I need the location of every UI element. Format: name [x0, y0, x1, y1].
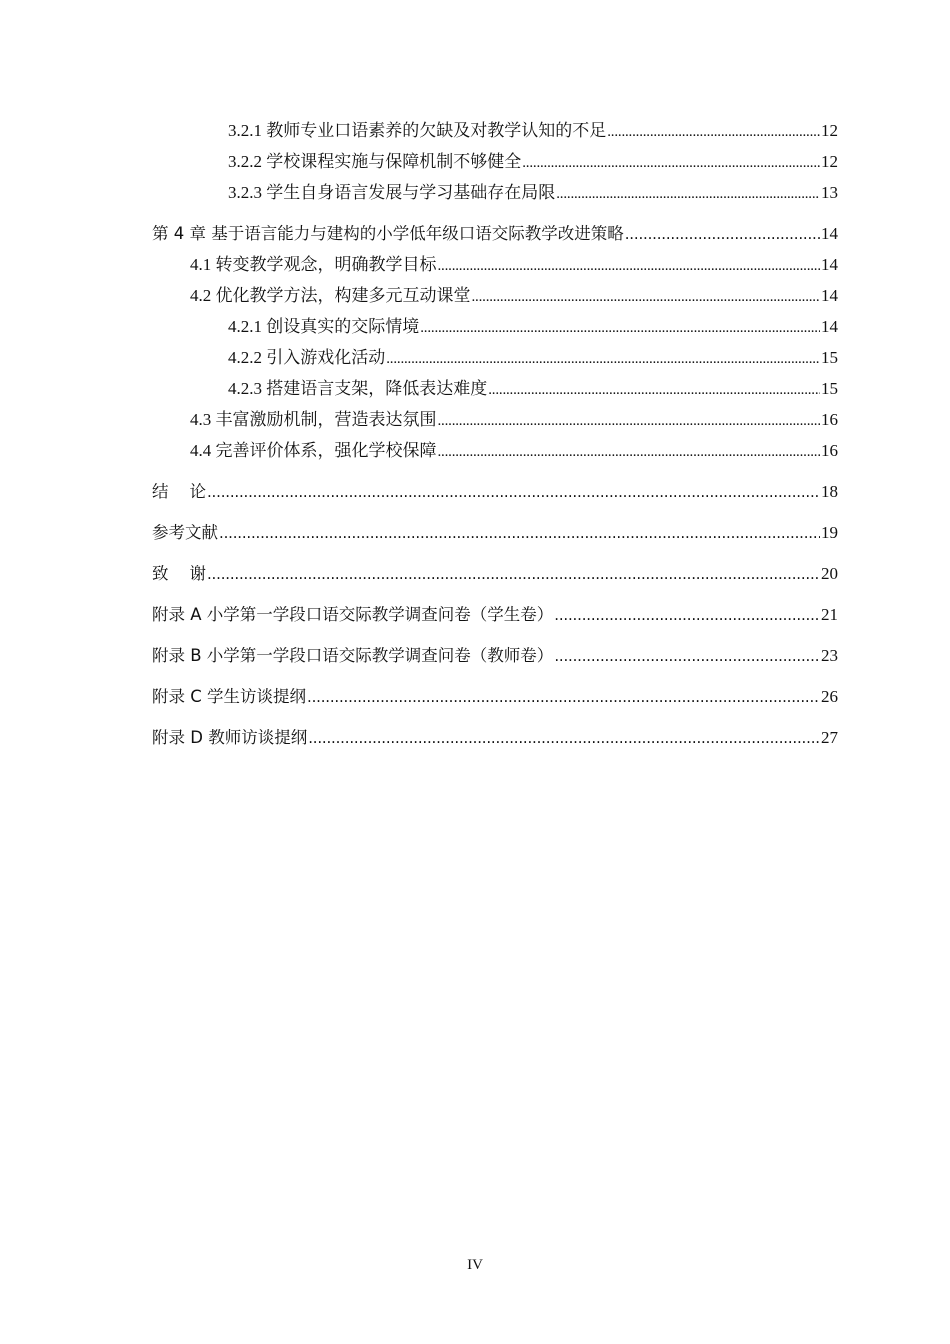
- toc-entry-title: 4.2.1 创设真实的交际情境: [228, 317, 420, 336]
- toc-entry[interactable]: [152, 115, 838, 146]
- toc-entry-page: 14: [821, 286, 838, 305]
- toc-entry-page: 16: [821, 441, 838, 460]
- toc-entry-page: 18: [821, 482, 838, 501]
- page-number: IV: [467, 1257, 483, 1273]
- toc-entry-page: 20: [821, 564, 838, 583]
- toc-entry-title: 附录 B 小学第一学段口语交际教学调查问卷（教师卷）: [152, 646, 554, 665]
- toc-entry-title: 3.2.3 学生自身语言发展与学习基础存在局限: [228, 183, 556, 202]
- toc-entry[interactable]: [152, 404, 838, 435]
- dot-leader: [386, 344, 820, 375]
- toc-chapter-entry[interactable]: [152, 476, 838, 507]
- dot-leader: [554, 600, 820, 631]
- toc-entry-page: 23: [821, 646, 838, 665]
- toc-chapter-entry[interactable]: [152, 722, 838, 753]
- toc-entry-title: 3.2.2 学校课程实施与保障机制不够健全: [228, 152, 522, 171]
- toc-chapter-entry[interactable]: [152, 640, 838, 671]
- toc-entry[interactable]: [152, 342, 838, 373]
- toc-entry-page: 27: [821, 728, 838, 747]
- toc-entry-page: 21: [821, 605, 838, 624]
- dot-leader: [438, 251, 821, 282]
- dot-leader: [554, 641, 820, 672]
- toc-entry-title: 第 4 章 基于语言能力与建构的小学低年级口语交际教学改进策略: [152, 224, 624, 243]
- toc-entry[interactable]: [152, 373, 838, 404]
- toc-entry-title: 附录 C 学生访谈提纲: [152, 687, 307, 706]
- dot-leader: [488, 375, 820, 406]
- dot-leader: [472, 282, 821, 313]
- toc-chapter-entry[interactable]: [152, 599, 838, 630]
- dot-leader: [308, 723, 820, 754]
- dot-leader: [625, 219, 820, 250]
- toc-entry-title: 附录 D 教师访谈提纲: [152, 728, 308, 747]
- dot-leader: [556, 179, 820, 210]
- toc-entry[interactable]: [152, 146, 838, 177]
- dot-leader: [207, 477, 820, 508]
- dot-leader: [307, 682, 820, 713]
- toc-entry-title: 4.2 优化教学方法，构建多元互动课堂: [190, 286, 471, 305]
- toc-entry-page: 13: [821, 183, 838, 202]
- dot-leader: [522, 148, 820, 179]
- toc-entry[interactable]: [152, 311, 838, 342]
- dot-leader: [607, 117, 820, 148]
- toc-entry-title: 参考文献: [152, 523, 218, 542]
- toc-entry-title: 4.1 转变教学观念，明确教学目标: [190, 255, 437, 274]
- dot-leader: [438, 437, 821, 468]
- toc-entry-page: 19: [821, 523, 838, 542]
- toc-chapter-entry[interactable]: [152, 517, 838, 548]
- toc-entry-page: 12: [821, 152, 838, 171]
- toc-entry-title: 结 论: [152, 482, 206, 501]
- toc-entry-page: 15: [821, 348, 838, 367]
- toc-entry-title: 附录 A 小学第一学段口语交际教学调查问卷（学生卷）: [152, 605, 554, 624]
- toc-entry[interactable]: [152, 435, 838, 466]
- toc-entry[interactable]: [152, 280, 838, 311]
- toc-chapter-entry[interactable]: [152, 681, 838, 712]
- toc-entry[interactable]: [152, 249, 838, 280]
- toc-entry-title: 4.3 丰富激励机制，营造表达氛围: [190, 410, 437, 429]
- toc-chapter-entry[interactable]: [152, 558, 838, 589]
- toc-entry-title: 致 谢: [152, 564, 206, 583]
- toc-entry-title: 4.4 完善评价体系，强化学校保障: [190, 441, 437, 460]
- table-of-contents: [152, 115, 838, 753]
- toc-entry[interactable]: [152, 177, 838, 208]
- dot-leader: [438, 406, 821, 437]
- toc-entry-title: 3.2.1 教师专业口语素养的欠缺及对教学认知的不足: [228, 121, 607, 140]
- toc-entry-title: 4.2.2 引入游戏化活动: [228, 348, 386, 367]
- dot-leader: [420, 313, 820, 344]
- toc-entry-page: 16: [821, 410, 838, 429]
- dot-leader: [219, 518, 820, 549]
- toc-entry-page: 14: [821, 317, 838, 336]
- toc-entry-page: 26: [821, 687, 838, 706]
- toc-entry-page: 14: [821, 255, 838, 274]
- toc-chapter-entry[interactable]: [152, 218, 838, 249]
- toc-entry-page: 12: [821, 121, 838, 140]
- toc-entry-page: 14: [821, 224, 838, 243]
- toc-entry-page: 15: [821, 379, 838, 398]
- dot-leader: [207, 559, 820, 590]
- toc-entry-title: 4.2.3 搭建语言支架，降低表达难度: [228, 379, 488, 398]
